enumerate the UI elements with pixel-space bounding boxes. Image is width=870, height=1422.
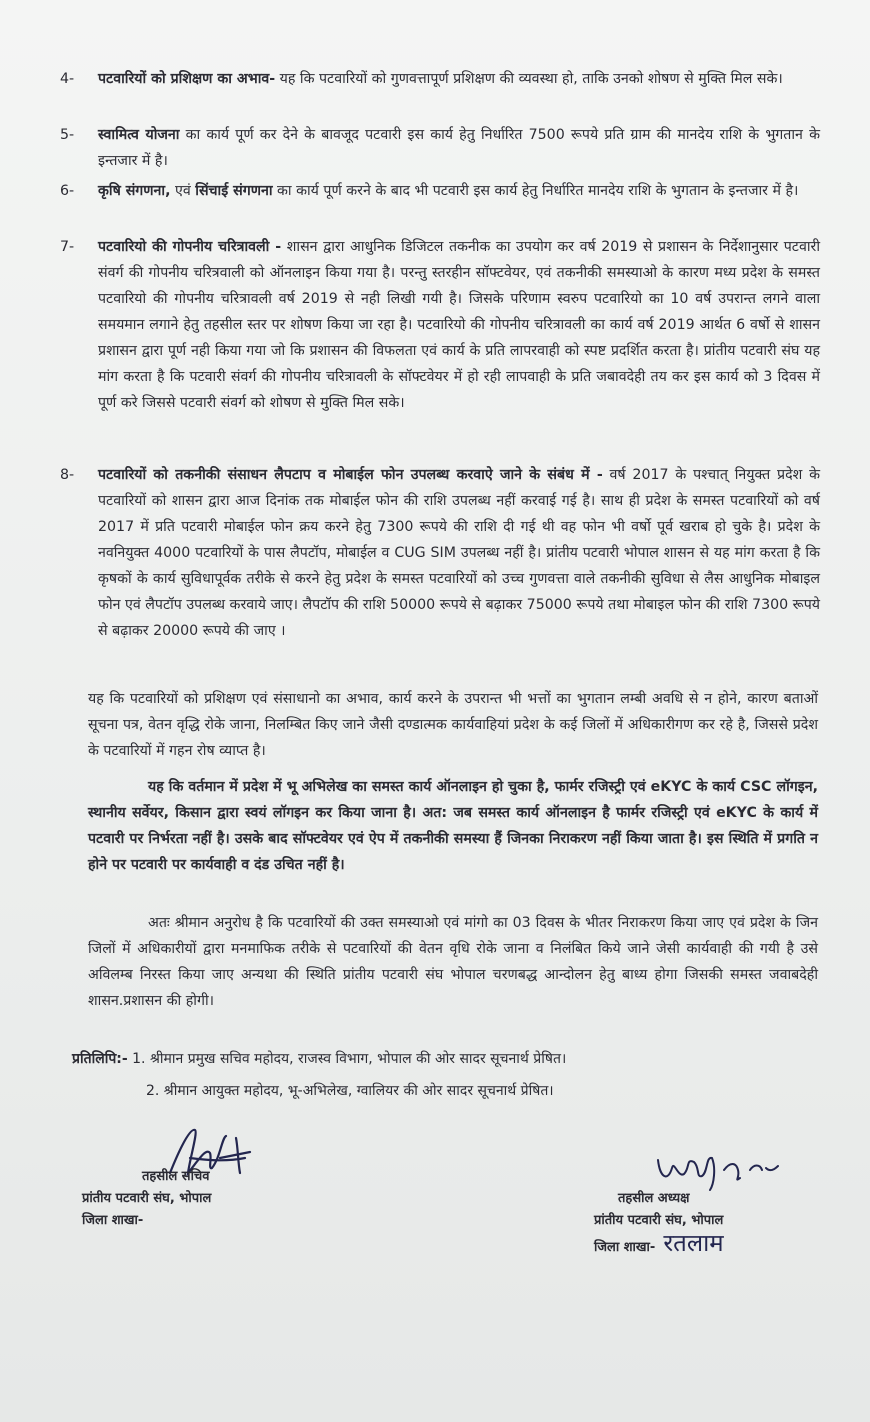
item-7: [60, 234, 820, 416]
paragraph-online-work: यह कि वर्तमान में प्रदेश में भू अभिलेख का समस्त कार्य ऑनलाइन हो चुका है, फार्मर रजिस्ट्री एवं eKYC के कार्य CSC लॉगइन, स्थानीय सर्वेयर, किसान द्वारा स्वयं लॉगइन कर किया जाना है। अत: जब समस्त कार्य ऑनलाइन है फार्मर रजिस्ट्री एवं eKYC के कार्य में पटवारी पर निर्भरता नहीं है। उसके बाद सॉफ्टवेयर एवं ऐप में तकनीकी समस्या हैं जिनका निराकरण नहीं किया जाता है। इस स्थिति में प्रगति न होने पर पटवारी पर कार्यवाही व दंड उचित नहीं है।: [88, 779, 818, 873]
item-title: कृषि संगणना,: [98, 183, 171, 199]
paragraph-request: अतः श्रीमान अनुरोध है कि पटवारियों की उक्त समस्याओ एवं मांगो का 03 दिवस के भीतर निराकरण किया जाए एवं प्रदेश के जिन जिलों में अधिकारीयों द्वारा मनमाफिक तरीके से पटवारियों की वेतन वृधि रोके जाना व निलंबित किये जाने जेसी कार्यवाही की गयी है उसे अविलम्ब निरस्त किया जाए अन्यथा की स्थिति प्रांतीय पटवारी संघ भोपाल चरणबद्ध आन्दोलन हेतु बाध्य होगा जिसकी समस्त जवाबदेही शासन.प्रशासन की होगी।: [88, 915, 818, 1009]
item-title: पटवारियों को प्रशिक्षण का अभाव-: [98, 71, 276, 87]
item-body: वर्ष 2017 के पश्चात् नियुक्त प्रदेश के पटवारियों को शासन द्वारा आज दिनांक तक मोबाईल फोन की राशि उपलब्ध नहीं करवाई गई है। साथ ही प्रदेश के समस्त पटवारियों को वर्ष 2017 में प्रति पटवारी मोबाईल फोन क्रय करने हेतु 7300 रूपये की राशि दी गई थी वह फोन भी वर्षो पूर्व खराब हो चुके है। प्रदेश के नवनियुक्त 4000 पटवारियों के पास लैपटॉप, मोबाईल व CUG SIM उपलब्ध नहीं है। प्रांतीय पटवारी भोपाल शासन से यह मांग करता है कि कृषकों के कार्य सुविधापूर्वक तरीके से करने हेतु प्रदेश के समस्त पटवारियों को उच्च गुणवत्ता वाले तकनीकी सुविधा से लैस आधुनिक मोबाइल फोन एवं लैपटॉप उपलब्ध करवाये जाए। लैपटॉप की राशि 50000 रूपये से बढ़ाकर 75000 रूपये तथा मोबाइल फोन की राशि 7300 रूपये से बढ़ाकर 20000 रूपये की जाए ।: [98, 467, 820, 639]
president-branch: जिला शाखा-: [594, 1240, 656, 1255]
item-number: 8-: [60, 467, 75, 483]
item-number: 7-: [60, 239, 75, 255]
item-6: [60, 178, 820, 204]
item-number: 5-: [60, 127, 75, 143]
item-5: [60, 122, 820, 174]
copy-to-text-1: 1. श्रीमान प्रमुख सचिव महोदय, राजस्व विभाग, भोपाल की ओर सादर सूचनार्थ प्रेषित।: [132, 1051, 567, 1067]
item-8: [60, 462, 820, 644]
item-number: 6-: [60, 183, 75, 199]
copy-to-line-1: [72, 1046, 566, 1072]
item-body-2: का कार्य पूर्ण करने के बाद भी पटवारी इस कार्य हेतु निर्धारित मानदेय राशि के भुगतान के इन्तजार में है।: [272, 183, 799, 199]
paragraph-grievances: यह कि पटवारियों को प्रशिक्षण एवं संसाधानो का अभाव, कार्य करने के उपरान्त भी भत्तों का भुगतान लम्बी अवधि से न होने, कारण बताओं सूचना पत्र, वेतन वृद्धि रोके जाना, निलम्बित किए जाने जैसी दण्डात्मक कार्यवाहियां प्रदेश के कई जिलों में अधिकारीगण कर रहे है, जिससे प्रदेश के पटवारियों में गहन रोष व्याप्त है।: [88, 691, 818, 759]
item-title: पटवारियो की गोपनीय चरित्रावली -: [98, 239, 282, 255]
president-title: तहसील अध्यक्ष: [618, 1191, 690, 1206]
president-org: प्रांतीय पटवारी संघ, भोपाल: [594, 1213, 724, 1228]
secretary-branch: जिला शाखा-: [82, 1213, 144, 1228]
item-number: 4-: [60, 71, 75, 87]
item-4: [60, 66, 820, 92]
item-body: एवं: [170, 183, 196, 199]
signature-block-left: [82, 1166, 211, 1232]
item-title: पटवारियों को तकनीकी संसाधन लैपटाप व मोबाईल फोन उपलब्ध करवाऐ जाने के संबंध में -: [98, 467, 603, 483]
secretary-org: प्रांतीय पटवारी संघ, भोपाल: [82, 1191, 212, 1206]
item-title-2: सिंचाई संगणना: [195, 183, 273, 199]
item-body: का कार्य पूर्ण कर देने के बावजूद पटवारी इस कार्य हेतु निर्धारित 7500 रूपये प्रति ग्राम की मानदेय राशि के भुगतान के इन्तजार में है।: [98, 127, 820, 169]
signature-block-right: [594, 1188, 724, 1259]
item-title: स्वामित्व योजना: [98, 127, 180, 143]
copy-to-text-2: 2. श्रीमान आयुक्त महोदय, भू-अभिलेख, ग्वालियर की ओर सादर सूचनार्थ प्रेषित।: [146, 1083, 554, 1099]
item-body: शासन द्वारा आधुनिक डिजिटल तकनीक का उपयोग कर वर्ष 2019 से प्रशासन के निर्देशानुसार पटवारी संवर्ग की गोपनीय चरित्रवाली को ऑनलाइन किया गया है। परन्तु स्तरहीन सॉफ्टवेयर, एवं तकनीकी समस्याओ के कारण मध्य प्रदेश के समस्त पटवारियो की गोपनीय चरित्रावली वर्ष 2019 से नही लिखी गयी है। जिसके परिणाम स्वरुप पटवारियो का 10 वर्ष उपरान्त लगने वाला समयमान लगाने हेतु तहसील स्तर पर शोषण किया जा रहा है। पटवारियो की गोपनीय चरित्रावली का कार्य वर्ष 2019 आर्थत 6 वर्षो से शासन प्रशासन द्वारा पूर्ण नही किया गया जो कि प्रशासन की विफलता एवं कार्य के प्रति लापरवाही को स्पष्ट प्रदर्शित करता है। प्रांतीय पटवारी संघ यह मांग करता है कि पटवारी संवर्ग की गोपनीय चरित्रावली के सॉफ्टवेयर में हो रही लापवाही के प्रति जबावदेही तय कर इस कार्य को 3 दिवस में पूर्ण करे जिससे पटवारी संवर्ग को शोषण से मुक्ति मिल सके।: [98, 239, 820, 411]
secretary-title: तहसील सचिव: [142, 1169, 210, 1184]
copy-to-line-2: [146, 1078, 554, 1104]
copy-to-label: प्रतिलिपि:-: [72, 1051, 128, 1067]
item-body: यह कि पटवारियों को गुणवत्तापूर्ण प्रशिक्षण की व्यवस्था हो, ताकि उनको शोषण से मुक्ति मिल सके।: [275, 71, 783, 87]
district-handwritten: रतलाम: [663, 1229, 724, 1257]
